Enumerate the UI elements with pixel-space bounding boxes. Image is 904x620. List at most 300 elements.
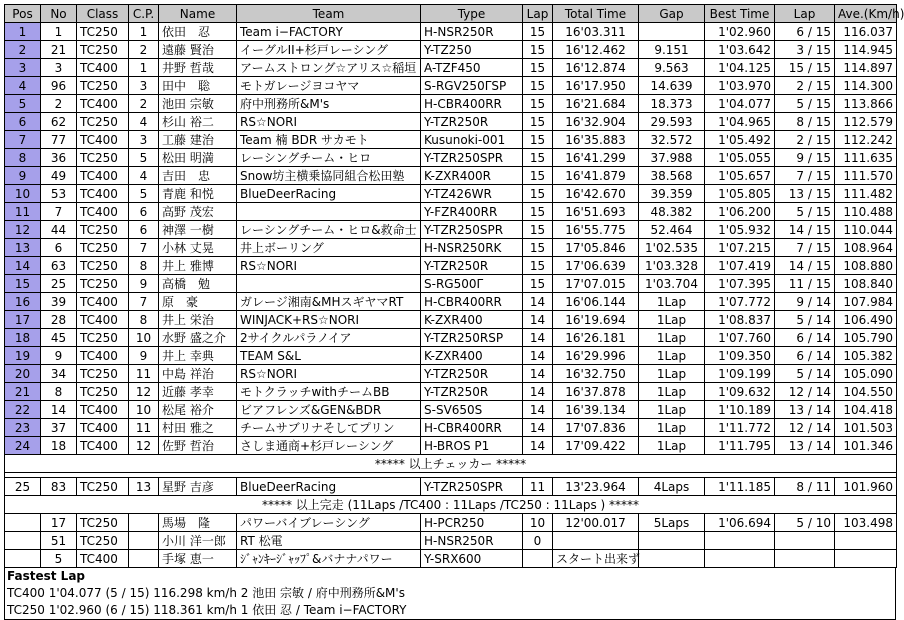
- cell-best-lap: 8 / 11: [775, 478, 835, 496]
- cell-type: A-TZF450: [421, 59, 523, 77]
- cell-best-lap: 14 / 15: [775, 257, 835, 275]
- cell-best-time: 1'11.185: [705, 478, 775, 496]
- cell-pos: [5, 550, 41, 568]
- cell-best-time: 1'05.805: [705, 185, 775, 203]
- cell-gap: 37.988: [639, 149, 705, 167]
- header-best-lap: Lap: [775, 5, 835, 23]
- cell-no: 83: [41, 478, 77, 496]
- cell-type: Y-TZR250SPR: [421, 478, 523, 496]
- cell-total-time: 16'03.311: [553, 23, 639, 41]
- cell-total-time: 16'41.879: [553, 167, 639, 185]
- cell-average-speed: 105.382: [835, 347, 897, 365]
- cell-best-lap: 2 / 15: [775, 131, 835, 149]
- cell-best-lap: 5 / 10: [775, 514, 835, 532]
- cell-cp: 13: [129, 478, 159, 496]
- cell-team: WINJACK+RS☆NORI: [237, 311, 421, 329]
- cell-type: Y-TZR250R: [421, 113, 523, 131]
- header-gap: Gap: [639, 5, 705, 23]
- cell-class: TC400: [77, 293, 129, 311]
- cell-no: 51: [41, 532, 77, 550]
- cell-type: H-CBR400RR: [421, 293, 523, 311]
- cell-average-speed: 108.964: [835, 239, 897, 257]
- cell-average-speed: 110.044: [835, 221, 897, 239]
- cell-best-lap: 7 / 15: [775, 239, 835, 257]
- cell-type: K-ZXR400R: [421, 167, 523, 185]
- cell-total-time: 16'35.883: [553, 131, 639, 149]
- table-row: [5, 532, 897, 550]
- cell-team: 井上ボーリング: [237, 239, 421, 257]
- cell-class: TC400: [77, 131, 129, 149]
- cell-cp: 9: [129, 275, 159, 293]
- cell-average-speed: 114.300: [835, 77, 897, 95]
- cell-average-speed: 112.579: [835, 113, 897, 131]
- cell-type: H-CBR400RR: [421, 419, 523, 437]
- table-row: [5, 347, 897, 365]
- cell-pos: 8: [5, 149, 41, 167]
- cell-name: 馬場 隆: [159, 514, 237, 532]
- cell-type: H-CBR400RR: [421, 95, 523, 113]
- table-row: [5, 239, 897, 257]
- cell-average-speed: 114.897: [835, 59, 897, 77]
- cell-lap: 14: [523, 383, 553, 401]
- cell-no: 36: [41, 149, 77, 167]
- cell-class: TC250: [77, 149, 129, 167]
- cell-best-time: 1'04.125: [705, 59, 775, 77]
- cell-pos: 16: [5, 293, 41, 311]
- cell-team: BlueDeerRacing: [237, 185, 421, 203]
- cell-no: 3: [41, 59, 77, 77]
- cell-team: [237, 203, 421, 221]
- fastest-lap-section: [4, 568, 896, 620]
- cell-pos: 3: [5, 59, 41, 77]
- table-row: [5, 41, 897, 59]
- cell-name: 井上 雅博: [159, 257, 237, 275]
- cell-pos: 10: [5, 185, 41, 203]
- cell-gap: 1Lap: [639, 293, 705, 311]
- cell-total-time: 16'32.750: [553, 365, 639, 383]
- cell-team: レーシングチーム・ヒロ&救命士: [237, 221, 421, 239]
- cell-type: Y-TZR250R: [421, 383, 523, 401]
- cell-pos: 11: [5, 203, 41, 221]
- cell-class: TC250: [77, 383, 129, 401]
- cell-class: TC400: [77, 419, 129, 437]
- cell-class: TC250: [77, 77, 129, 95]
- cell-total-time: 17'06.639: [553, 257, 639, 275]
- cell-team: RS☆NORI: [237, 257, 421, 275]
- cell-total-time: 16'17.950: [553, 77, 639, 95]
- cell-team: ビアフレンズ&GEN&BDR: [237, 401, 421, 419]
- cell-team: モトガレージヨコヤマ: [237, 77, 421, 95]
- cell-gap: 9.151: [639, 41, 705, 59]
- cell-gap: 1Lap: [639, 365, 705, 383]
- header-name: Name: [159, 5, 237, 23]
- cell-best-lap: 3 / 15: [775, 41, 835, 59]
- cell-class: TC250: [77, 221, 129, 239]
- cell-no: 44: [41, 221, 77, 239]
- cell-gap: 9.563: [639, 59, 705, 77]
- cell-best-time: 1'05.055: [705, 149, 775, 167]
- cell-total-time: 16'12.874: [553, 59, 639, 77]
- cell-lap: 15: [523, 203, 553, 221]
- cell-team: Team i−FACTORY: [237, 23, 421, 41]
- cell-lap: 15: [523, 275, 553, 293]
- cell-total-time: 16'32.904: [553, 113, 639, 131]
- finish-note: ***** 以上完走 (11Laps /TC400 : 11Laps /TC250 : 11Laps ) *****: [5, 496, 897, 514]
- cell-gap: 14.639: [639, 77, 705, 95]
- cell-name: 工藤 建治: [159, 131, 237, 149]
- cell-cp: 4: [129, 113, 159, 131]
- cell-no: 34: [41, 365, 77, 383]
- table-row: [5, 401, 897, 419]
- table-row: [5, 95, 897, 113]
- cell-name: 原 豪: [159, 293, 237, 311]
- cell-class: TC400: [77, 437, 129, 455]
- cell-average-speed: 111.570: [835, 167, 897, 185]
- cell-team: 2サイクルパラノイア: [237, 329, 421, 347]
- cell-no: 25: [41, 275, 77, 293]
- cell-gap: [639, 532, 705, 550]
- header-pos: Pos: [5, 5, 41, 23]
- header-row: [5, 5, 897, 23]
- cell-total-time: 16'37.878: [553, 383, 639, 401]
- cell-no: 37: [41, 419, 77, 437]
- cell-lap: 0: [523, 532, 553, 550]
- cell-best-time: 1'05.492: [705, 131, 775, 149]
- header-best-time: Best Time: [705, 5, 775, 23]
- cell-class: TC250: [77, 257, 129, 275]
- cell-total-time: 16'29.996: [553, 347, 639, 365]
- cell-name: 佐野 哲治: [159, 437, 237, 455]
- cell-lap: 15: [523, 77, 553, 95]
- cell-best-lap: [775, 550, 835, 568]
- cell-average-speed: 101.503: [835, 419, 897, 437]
- table-row: [5, 293, 897, 311]
- cell-type: H-NSR250R: [421, 23, 523, 41]
- cell-team: さしま通商+杉戸レーシング: [237, 437, 421, 455]
- cell-cp: 3: [129, 77, 159, 95]
- cell-name: 神澤 一樹: [159, 221, 237, 239]
- cell-lap: 14: [523, 293, 553, 311]
- cell-best-time: 1'10.189: [705, 401, 775, 419]
- cell-best-time: 1'03.970: [705, 77, 775, 95]
- cell-total-time: 17'05.846: [553, 239, 639, 257]
- cell-gap: 1Lap: [639, 311, 705, 329]
- cell-best-time: [705, 532, 775, 550]
- cell-team: BlueDeerRacing: [237, 478, 421, 496]
- cell-team: アームストロング☆アリス☆稲垣: [237, 59, 421, 77]
- cell-best-time: 1'07.772: [705, 293, 775, 311]
- cell-cp: 7: [129, 293, 159, 311]
- cell-best-lap: 2 / 15: [775, 77, 835, 95]
- cell-team: Team 楠 BDR サカモト: [237, 131, 421, 149]
- cell-total-time: 17'07.015: [553, 275, 639, 293]
- table-row: [5, 203, 897, 221]
- cell-pos: 1: [5, 23, 41, 41]
- cell-gap: 32.572: [639, 131, 705, 149]
- cell-team: Snow坊主横乗協同組合松田塾: [237, 167, 421, 185]
- cell-no: 14: [41, 401, 77, 419]
- cell-name: 田中 聡: [159, 77, 237, 95]
- cell-total-time: 12'00.017: [553, 514, 639, 532]
- cell-type: H-BROS P1: [421, 437, 523, 455]
- cell-total-time: 16'41.299: [553, 149, 639, 167]
- table-row: [5, 113, 897, 131]
- table-row: [5, 221, 897, 239]
- cell-no: 1: [41, 23, 77, 41]
- cell-type: S-RGV250ΓSP: [421, 77, 523, 95]
- cell-no: 45: [41, 329, 77, 347]
- cell-best-time: 1'07.215: [705, 239, 775, 257]
- cell-pos: 12: [5, 221, 41, 239]
- cell-team: [237, 275, 421, 293]
- cell-name: 杉山 裕二: [159, 113, 237, 131]
- cell-class: TC400: [77, 59, 129, 77]
- cell-pos: 24: [5, 437, 41, 455]
- cell-average-speed: 112.242: [835, 131, 897, 149]
- table-row: [5, 365, 897, 383]
- cell-class: TC400: [77, 185, 129, 203]
- fastest-lap-title: Fastest Lap: [7, 569, 85, 583]
- cell-type: Y-TZR250RSP: [421, 329, 523, 347]
- cell-lap: 15: [523, 131, 553, 149]
- cell-team: パワーバイブレーシング: [237, 514, 421, 532]
- cell-total-time: 13'23.964: [553, 478, 639, 496]
- cell-type: S-RG500Γ: [421, 275, 523, 293]
- cell-best-time: [705, 550, 775, 568]
- cell-lap: 15: [523, 23, 553, 41]
- cell-gap: 1Lap: [639, 437, 705, 455]
- cell-lap: 15: [523, 239, 553, 257]
- cell-gap: [639, 23, 705, 41]
- cell-no: 21: [41, 41, 77, 59]
- cell-gap: 5Laps: [639, 514, 705, 532]
- cell-team: RS☆NORI: [237, 365, 421, 383]
- cell-pos: 20: [5, 365, 41, 383]
- cell-class: TC400: [77, 347, 129, 365]
- header-average-speed: Ave.(Km/h): [835, 5, 897, 23]
- results-sheet: [4, 4, 904, 620]
- cell-total-time: 16'26.181: [553, 329, 639, 347]
- cell-no: 28: [41, 311, 77, 329]
- cell-lap: [523, 550, 553, 568]
- cell-gap: [639, 550, 705, 568]
- cell-cp: 2: [129, 41, 159, 59]
- cell-no: 77: [41, 131, 77, 149]
- cell-cp: 6: [129, 203, 159, 221]
- cell-lap: 15: [523, 59, 553, 77]
- cell-average-speed: 103.498: [835, 514, 897, 532]
- header-team: Team: [237, 5, 421, 23]
- cell-best-time: 1'06.200: [705, 203, 775, 221]
- cell-cp: 12: [129, 383, 159, 401]
- cell-total-time: 17'09.422: [553, 437, 639, 455]
- cell-team: 府中刑務所&M's: [237, 95, 421, 113]
- cell-average-speed: 114.945: [835, 41, 897, 59]
- cell-average-speed: 105.790: [835, 329, 897, 347]
- cell-gap: 1Lap: [639, 401, 705, 419]
- cell-average-speed: 101.960: [835, 478, 897, 496]
- cell-best-time: 1'08.837: [705, 311, 775, 329]
- cell-lap: 15: [523, 41, 553, 59]
- table-row: [5, 437, 897, 455]
- table-row: [5, 23, 897, 41]
- cell-total-time: 16'39.134: [553, 401, 639, 419]
- cell-best-time: 1'03.642: [705, 41, 775, 59]
- cell-pos: 15: [5, 275, 41, 293]
- cell-no: 62: [41, 113, 77, 131]
- cell-class: TC250: [77, 478, 129, 496]
- cell-best-time: 1'02.960: [705, 23, 775, 41]
- cell-cp: 3: [129, 131, 159, 149]
- cell-pos: 7: [5, 131, 41, 149]
- header-lap: Lap: [523, 5, 553, 23]
- cell-gap: 52.464: [639, 221, 705, 239]
- cell-average-speed: 101.346: [835, 437, 897, 455]
- cell-best-lap: 6 / 14: [775, 347, 835, 365]
- cell-best-time: 1'06.694: [705, 514, 775, 532]
- cell-total-time: 16'42.670: [553, 185, 639, 203]
- cell-average-speed: 108.880: [835, 257, 897, 275]
- cell-no: 17: [41, 514, 77, 532]
- cell-average-speed: 111.635: [835, 149, 897, 167]
- cell-type: Kusunoki-001: [421, 131, 523, 149]
- cell-gap: 4Laps: [639, 478, 705, 496]
- cell-class: TC250: [77, 113, 129, 131]
- cell-name: 井上 幸典: [159, 347, 237, 365]
- cell-best-lap: 13 / 15: [775, 185, 835, 203]
- checker-note-row: [5, 455, 897, 473]
- cell-gap: 1'02.535: [639, 239, 705, 257]
- cell-no: 2: [41, 95, 77, 113]
- table-row: [5, 131, 897, 149]
- cell-cp: 7: [129, 239, 159, 257]
- cell-cp: 2: [129, 95, 159, 113]
- cell-cp: 4: [129, 167, 159, 185]
- cell-team: チームサブリナそしてプリン: [237, 419, 421, 437]
- cell-best-time: 1'07.419: [705, 257, 775, 275]
- cell-team: モトクラッチwithチームBB: [237, 383, 421, 401]
- cell-best-time: 1'11.772: [705, 419, 775, 437]
- cell-pos: 17: [5, 311, 41, 329]
- cell-average-speed: 110.488: [835, 203, 897, 221]
- cell-cp: 9: [129, 347, 159, 365]
- cell-class: TC250: [77, 23, 129, 41]
- cell-type: H-NSR250R: [421, 532, 523, 550]
- cell-pos: [5, 532, 41, 550]
- cell-type: Y-TZ426WR: [421, 185, 523, 203]
- cell-name: 村田 雅之: [159, 419, 237, 437]
- fastest-lap-line: TC250 1'02.960 (6 / 15) 118.361 km/h 1 依田 忍 / Team i−FACTORY: [7, 603, 407, 617]
- cell-best-time: 1'07.760: [705, 329, 775, 347]
- cell-gap: 39.359: [639, 185, 705, 203]
- cell-no: 7: [41, 203, 77, 221]
- cell-type: Y-FZR400RR: [421, 203, 523, 221]
- cell-average-speed: [835, 550, 897, 568]
- cell-pos: 9: [5, 167, 41, 185]
- cell-team: ｼﾞｬﾝｷｰｼﾞｬｯﾌﾟ&バナナパワー: [237, 550, 421, 568]
- header-class: Class: [77, 5, 129, 23]
- cell-no: 8: [41, 383, 77, 401]
- cell-class: TC400: [77, 203, 129, 221]
- cell-cp: 10: [129, 401, 159, 419]
- checker-note: ***** 以上チェッカー *****: [5, 455, 897, 473]
- cell-average-speed: 106.490: [835, 311, 897, 329]
- cell-no: 49: [41, 167, 77, 185]
- cell-gap: 29.593: [639, 113, 705, 131]
- cell-cp: 10: [129, 329, 159, 347]
- cell-name: 星野 吉彦: [159, 478, 237, 496]
- cell-best-time: 1'09.632: [705, 383, 775, 401]
- cell-average-speed: 104.418: [835, 401, 897, 419]
- cell-lap: 15: [523, 257, 553, 275]
- cell-pos: 5: [5, 95, 41, 113]
- cell-no: 18: [41, 437, 77, 455]
- cell-team: TEAM S&L: [237, 347, 421, 365]
- cell-class: TC250: [77, 41, 129, 59]
- cell-name: 吉田 忠: [159, 167, 237, 185]
- cell-cp: 8: [129, 257, 159, 275]
- cell-class: TC400: [77, 550, 129, 568]
- cell-name: 水野 盛之介: [159, 329, 237, 347]
- cell-type: Y-TZ250: [421, 41, 523, 59]
- cell-average-speed: 107.984: [835, 293, 897, 311]
- header-no: No: [41, 5, 77, 23]
- cell-cp: 1: [129, 23, 159, 41]
- cell-pos: 21: [5, 383, 41, 401]
- cell-average-speed: 113.866: [835, 95, 897, 113]
- cell-pos: 18: [5, 329, 41, 347]
- cell-no: 9: [41, 347, 77, 365]
- table-row: [5, 311, 897, 329]
- cell-average-speed: 104.550: [835, 383, 897, 401]
- cell-name: 小川 洋一郎: [159, 532, 237, 550]
- cell-class: TC250: [77, 365, 129, 383]
- cell-total-time: 16'06.144: [553, 293, 639, 311]
- cell-class: TC250: [77, 239, 129, 257]
- cell-lap: 14: [523, 329, 553, 347]
- cell-cp: 1: [129, 59, 159, 77]
- cell-lap: 10: [523, 514, 553, 532]
- cell-gap: 48.382: [639, 203, 705, 221]
- cell-best-lap: 5 / 15: [775, 95, 835, 113]
- cell-type: H-NSR250RK: [421, 239, 523, 257]
- table-row: [5, 329, 897, 347]
- cell-best-lap: 15 / 15: [775, 59, 835, 77]
- table-row: [5, 478, 897, 496]
- cell-total-time: [553, 532, 639, 550]
- cell-average-speed: [835, 532, 897, 550]
- cell-pos: 14: [5, 257, 41, 275]
- cell-total-time: 16'51.693: [553, 203, 639, 221]
- fastest-lap-line: TC400 1'04.077 (5 / 15) 116.298 km/h 2 池田 宗敏 / 府中刑務所&M's: [7, 586, 405, 600]
- cell-lap: 14: [523, 437, 553, 455]
- cell-lap: 15: [523, 149, 553, 167]
- cell-best-lap: 6 / 15: [775, 23, 835, 41]
- cell-gap: 1'03.328: [639, 257, 705, 275]
- cell-gap: 1Lap: [639, 383, 705, 401]
- table-row: [5, 59, 897, 77]
- cell-type: K-ZXR400: [421, 347, 523, 365]
- results-table: [4, 4, 904, 568]
- cell-lap: 14: [523, 419, 553, 437]
- cell-best-lap: [775, 532, 835, 550]
- cell-best-time: 1'05.932: [705, 221, 775, 239]
- table-row: [5, 419, 897, 437]
- cell-cp: 11: [129, 419, 159, 437]
- cell-best-lap: 5 / 14: [775, 311, 835, 329]
- cell-best-lap: 12 / 14: [775, 419, 835, 437]
- cell-cp: 8: [129, 311, 159, 329]
